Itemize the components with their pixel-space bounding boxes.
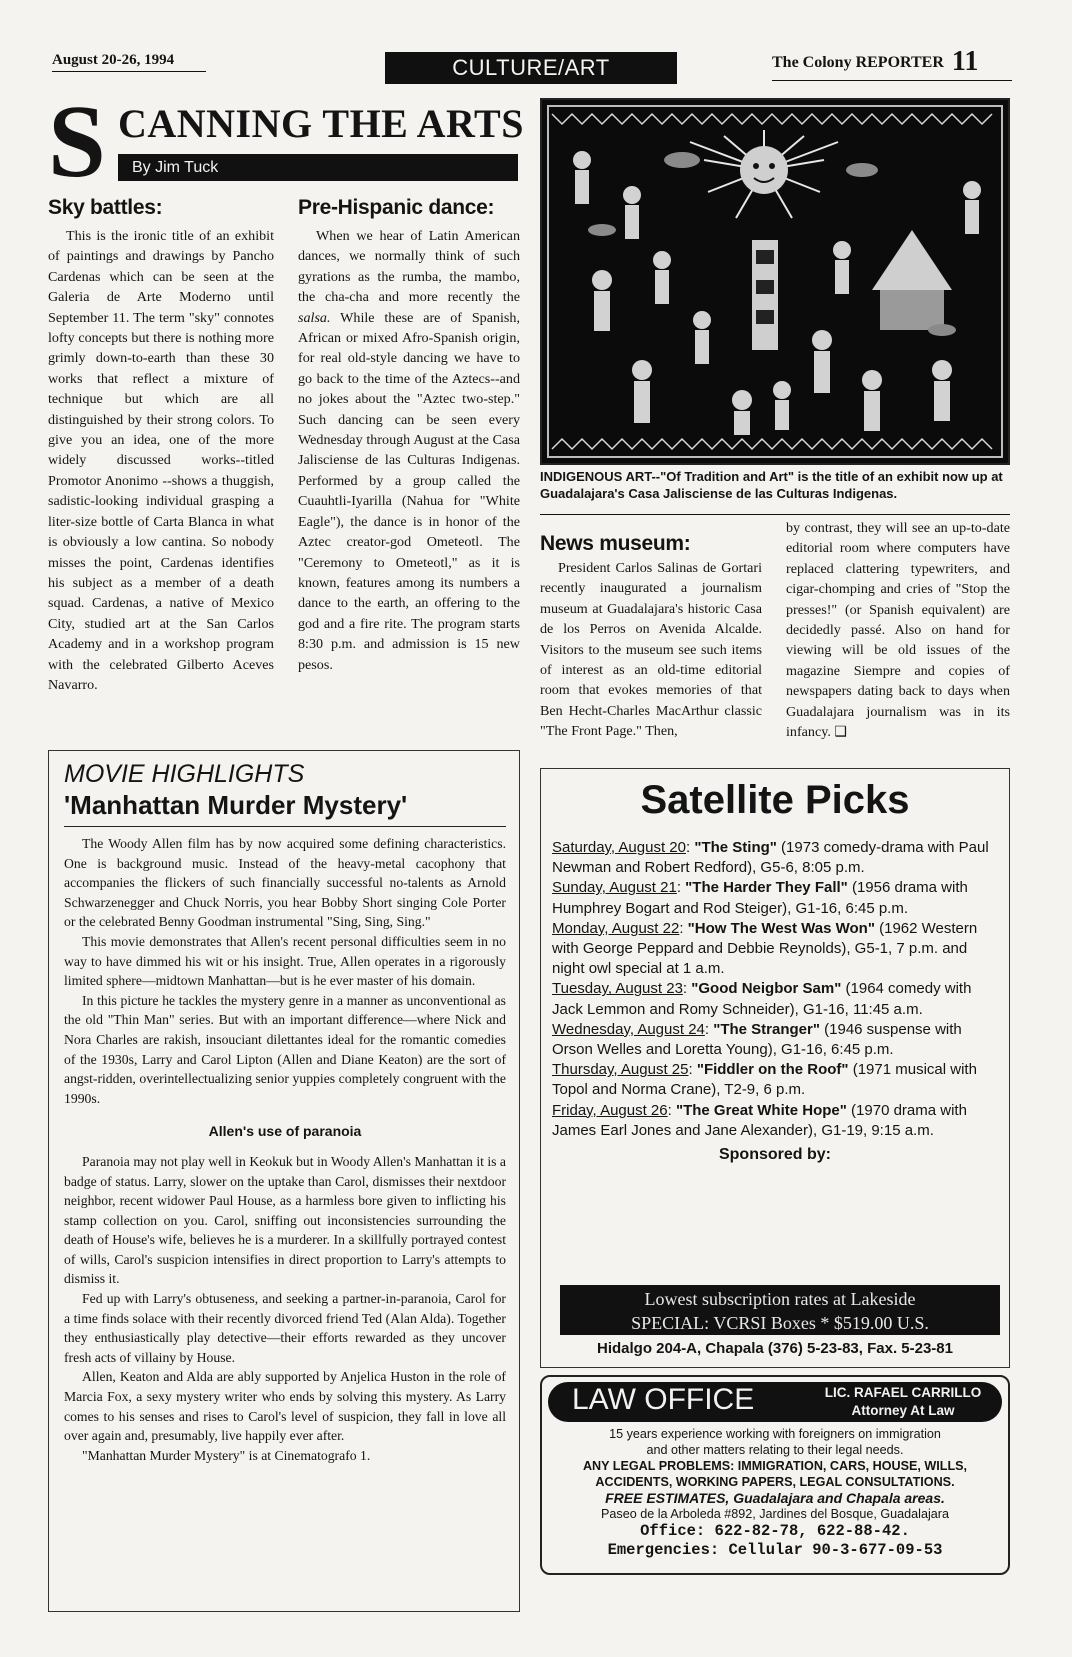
- headline-dropcap: S: [48, 84, 106, 199]
- satellite-film: "The Stranger": [713, 1020, 820, 1038]
- movie-paragraph: Paranoia may not play well in Keokuk but in Woody Allen's Manhattan it is a badge of status. Larry, slower on the uptake than Carol, dismisses their nextdoor neighbor, recent widower Paul House, as a harmless bore given to inflicting his stamp collection on you. Carol, sniffing out inconsistencies surrounding the death of House's wife, believes he is a murderer. In a skillfully portrayed contest of wills, Carol's suspicion intensifies in direct proportion to Larry's attempts to dismiss it.: [64, 1153, 506, 1287]
- law-office-phone: Office: 622-82-78, 622-88-42.: [640, 1522, 910, 1540]
- satellite-day: Friday, August 26: [552, 1101, 668, 1119]
- subscription-ad-band: [560, 1285, 1000, 1335]
- satellite-film: "How The West Was Won": [687, 919, 875, 937]
- satellite-day: Thursday, August 25: [552, 1061, 689, 1079]
- satellite-item: Wednesday, August 24: "The Stranger" (1946 suspense with Orson Welles and Loretta Young), G1-16, 6:45 p.m.: [552, 1020, 962, 1059]
- page-number: 11: [951, 46, 979, 77]
- satellite-film: "The Great White Hope": [675, 1101, 847, 1119]
- satellite-info: (1964 comedy with Jack Lemmon and Romy Schneider), G1-16, 11:45 a.m.: [552, 980, 972, 1018]
- news-text-a: President Carlos Salinas de Gortari recently inaugurated a journalism museum at Guadalajara's historic Casa de los Perros on Avenida Alcalde. Visitors to the museum see such items of interest as an old-time editorial room that evokes memories of that Ben Hecht-Charles MacArthur classic "The Front Page." Then,: [540, 560, 762, 740]
- news-text-b-body: by contrast, they will see an up-to-date editorial room where computers have replaced clattering typewriters, and cigar-chomping and cries of "Stop the presses!" (or Spanish equivalent) are decidedly passé. Also on hand for viewing will be old issues of the magazine Siempre and copies of newspapers dating back to days when Guadalajara journalism was in its infancy.: [786, 520, 1010, 741]
- satellite-item: Saturday, August 20: "The Sting" (1973 comedy-drama with Paul Newman and Robert Redford), G5-6, 8:05 p.m.: [552, 839, 989, 877]
- dance-text: [298, 226, 520, 675]
- sky-article: [48, 226, 274, 695]
- movie-review: [64, 834, 506, 1465]
- satellite-info: (1973 comedy-drama with Paul Newman and Robert Redford), G5-6, 8:05 p.m.: [552, 839, 989, 877]
- ad-address: Hidalgo 204-A, Chapala (376) 5-23-83, Fax. 5-23-81: [597, 1340, 953, 1357]
- ad-line-1: Lowest subscription rates at Lakeside: [644, 1289, 916, 1309]
- satellite-title: Satellite Picks: [640, 778, 910, 822]
- law-emergency-phone: Emergencies: Cellular 90-3-677-09-53: [607, 1541, 943, 1559]
- movie-paragraph: Fed up with Larry's obtuseness, and seeking a partner-in-paranoia, Carol for a time finds solace with their recently divorced friend Ted (Alan Alda). Together they enthusiastically play detective—their efforts rewarded as they uncover fresh acts of villainy by House.: [64, 1291, 506, 1365]
- satellite-day: Sunday, August 21: [552, 879, 677, 897]
- sponsor-label: Sponsored by:: [718, 1146, 831, 1163]
- dance-text-a: When we hear of Latin American dances, we normally think of such gyrations as the rumba, the mambo, the cha-cha and more recently the: [298, 228, 520, 306]
- satellite-info: (1956 drama with Humphrey Bogart and Rod Steiger), G1-16, 6:45 p.m.: [552, 879, 968, 917]
- movie-title: 'Manhattan Murder Mystery': [64, 790, 408, 820]
- dance-text-b: While these are of Spanish, African or mixed Afro-Spanish origin, for real old-style dancing we have to go back to the time of the Aztecs--and no jokes about the "Aztec two-step." Such dancing can be seen every Wednesday through August at the Casa Jalisciense de las Culturas Indigenas. Performed by a group called the Cuauhtli-Iyarilla (Nahua for "White Eagle"), the dance is in honor of the Aztec creator-god Ometeotl. The "Ceremony to Ometeotl," as it is known, features among its numbers a dance to the earth, an offering to the god and a fire rite. The program starts 8:30 p.m. and admission is 15 new pesos.: [298, 309, 520, 673]
- satellite-list: [552, 838, 1000, 1141]
- movie-paragraph: "Manhattan Murder Mystery" is at Cinematografo 1.: [82, 1447, 371, 1463]
- satellite-film: "The Sting": [694, 839, 777, 856]
- law-line: ACCIDENTS, WORKING PAPERS, LEGAL CONSULTATIONS.: [595, 1475, 955, 1489]
- byline: By Jim Tuck: [118, 154, 518, 181]
- news-heading: News museum:: [540, 532, 691, 555]
- satellite-film: "Good Neigbor Sam": [691, 980, 842, 998]
- law-line: and other matters relating to their legal needs.: [646, 1443, 904, 1457]
- news-divider: [540, 514, 1010, 515]
- law-line: 15 years experience working with foreigners on immigration: [609, 1427, 941, 1441]
- indigenous-art-photo: [540, 98, 1010, 465]
- movie-divider: [64, 826, 506, 827]
- attorney-name: LIC. RAFAEL CARRILLO: [824, 1385, 982, 1400]
- movie-paragraph: The Woody Allen film has by now acquired some defining characteristics. One is background music. Instead of the heavy-metal cacophony that accompanies the flickers of such financially successful no-talents as Arnold Schwarzenegger and Chuck Norris, you hear Bobby Short singing Cole Porter or the celebrated Benny Goodman instrumental "Sing, Sing, Sing.": [64, 836, 506, 930]
- movie-paragraph: This movie demonstrates that Allen's recent personal difficulties seem in no way to have dimmed his wit or his insight. True, Allen operates in a rigorously limited sphere—midtown Manhattan—but is he ever master of his domain.: [64, 933, 506, 989]
- issue-date: August 20-26, 1994: [52, 52, 206, 72]
- news-col-a: [540, 558, 762, 742]
- law-line: FREE ESTIMATES, Guadalajara and Chapala areas.: [605, 1490, 945, 1506]
- law-line: ANY LEGAL PROBLEMS: IMMIGRATION, CARS, HOUSE, WILLS,: [582, 1459, 968, 1473]
- news-text-b: [786, 518, 1010, 742]
- movie-paragraph: In this picture he tackles the mystery genre in a manner as unconventional as the old "Thin Man" series. But with an important difference—where Nick and Nora Charles are rakish, insouciant dilettantes ideal for the romantic comedies of the 1930s, Larry and Carol Lipton (Allen and Diane Keaton) are the sort of angst-ridden, overintellectualizing senior yuppies completely congruent with the 1990s.: [64, 992, 506, 1106]
- law-title: LAW OFFICE: [572, 1383, 755, 1416]
- satellite-info: (1946 suspense with Orson Welles and Loretta Young), G1-16, 6:45 p.m.: [552, 1020, 962, 1059]
- satellite-item: Thursday, August 25: "Fiddler on the Roof" (1971 musical with Topol and Norma Crane), T2-9, 6 p.m.: [552, 1061, 977, 1099]
- satellite-day: Wednesday, August 24: [552, 1020, 705, 1038]
- dance-heading: Pre-Hispanic dance:: [298, 196, 495, 219]
- satellite-info: (1962 Western with George Peppard and Debbie Reynolds), G5-1, 7 p.m. and night owl special at 1 a.m.: [552, 919, 978, 978]
- movie-label: MOVIE HIGHLIGHTS: [64, 760, 305, 788]
- satellite-item: Friday, August 26: "The Great White Hope" (1970 drama with James Earl Jones and Jane Alexander), G1-19, 9:15 a.m.: [552, 1101, 967, 1139]
- section-banner: CULTURE/ART: [385, 52, 677, 84]
- law-line: Paseo de la Arboleda #892, Jardines del Bosque, Guadalajara: [601, 1507, 949, 1521]
- end-mark-icon: ❑: [834, 724, 848, 741]
- satellite-item: Monday, August 22: "How The West Was Won" (1962 Western with George Peppard and Debbie Reynolds), G5-1, 7 p.m. and night owl special at 1 a.m.: [552, 919, 978, 978]
- dance-text-em: salsa.: [298, 309, 331, 326]
- satellite-day: Tuesday, August 23: [552, 980, 683, 998]
- satellite-film: "The Harder They Fall": [685, 879, 848, 897]
- sky-text: This is the ironic title of an exhibit of paintings and drawings by Pancho Cardenas which can be seen at the Galeria de Arte Moderno until September 11. The term "sky" connotes lofty concepts but there is nothing more grimly down-to-earth than these 30 works that reflect a mixture of technique but which are all distinguished by their strong colors. To give you an idea, one of the more widely discussed works--titled Promotor Anonimo --shows a thuggish, sadistic-looking individual grasping a liter-size bottle of Carta Blanca in what is obviously a low cantina. So nobody misses the point, Cardenas identifies his subject as a member of a death squad. Cardenas, a native of Mexico City, studied art at the San Carlos Academy and in a workshop program with the celebrated Gilberto Aceves Navarro.: [48, 228, 274, 693]
- satellite-film: "Fiddler on the Roof": [696, 1061, 849, 1079]
- law-body: [546, 1426, 1004, 1560]
- paper-title: The Colony REPORTER: [772, 54, 944, 71]
- satellite-day: Monday, August 22: [552, 919, 680, 937]
- satellite-info: (1970 drama with James Earl Jones and Jane Alexander), G1-19, 9:15 a.m.: [552, 1101, 967, 1139]
- dance-article: [298, 226, 520, 675]
- photo-caption: INDIGENOUS ART--"Of Tradition and Art" is the title of an exhibit now up at Guadalajara's Casa Jalisciense de las Culturas Indigenas.: [540, 469, 1003, 501]
- headline-title: CANNING THE ARTS: [118, 101, 524, 146]
- law-attorney: [808, 1384, 998, 1420]
- satellite-day: Saturday, August 20: [552, 839, 686, 856]
- satellite-item: Tuesday, August 23: "Good Neigbor Sam" (1964 comedy with Jack Lemmon and Romy Schneider), G1-16, 11:45 a.m.: [552, 980, 972, 1018]
- satellite-info: (1971 musical with Topol and Norma Crane), T2-9, 6 p.m.: [552, 1061, 977, 1099]
- paper-name: [772, 46, 1012, 81]
- attorney-role: Attorney At Law: [851, 1403, 955, 1418]
- movie-paragraph: Allen, Keaton and Alda are ably supported by Anjelica Huston in the role of Marcia Fox, a sexy mystery writer who ends by solving this mystery. As Larry comes to his senses and rises to Carol's level of suspicion, they fall in love all over again and, presumably, live happily ever after.: [64, 1369, 506, 1444]
- movie-subhead: Allen's use of paranoia: [208, 1123, 362, 1140]
- tapestry-image: [542, 100, 1008, 463]
- satellite-item: Sunday, August 21: "The Harder They Fall" (1956 drama with Humphrey Bogart and Rod Steiger), G1-16, 6:45 p.m.: [552, 879, 968, 917]
- ad-line-2: SPECIAL: VCRSI Boxes * $519.00 U.S.: [631, 1313, 929, 1333]
- sky-heading: Sky battles:: [48, 196, 163, 219]
- news-col-b: [786, 518, 1010, 742]
